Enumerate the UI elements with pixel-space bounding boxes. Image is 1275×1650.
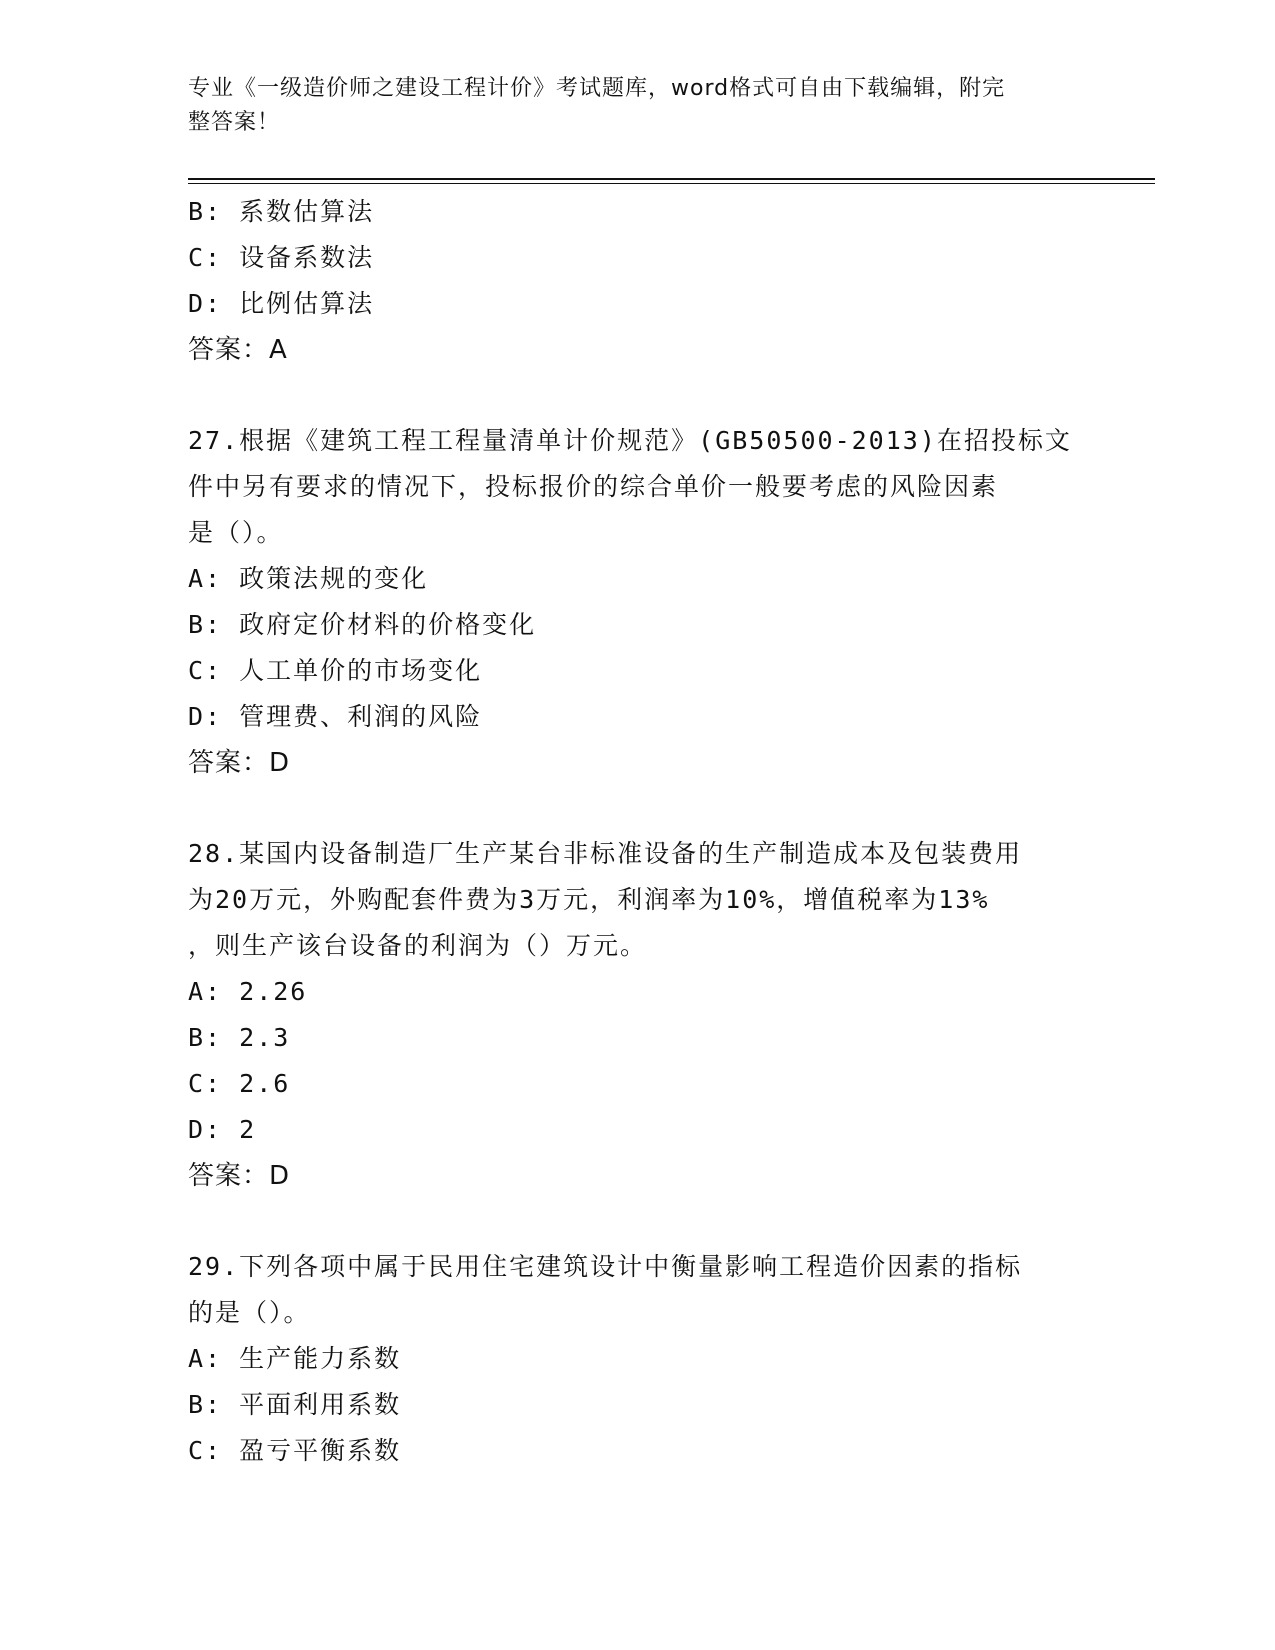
option-b: B: 平面利用系数: [188, 1390, 402, 1419]
option-b: B: 政府定价材料的价格变化: [188, 610, 537, 639]
question-stem-line: 是（）。: [188, 518, 284, 547]
question-stem-line: 件中另有要求的情况下，投标报价的综合单价一般要考虑的风险因素: [188, 472, 999, 501]
question-stem-line: ，则生产该台设备的利润为（）万元。: [188, 931, 648, 960]
question-28: [188, 831, 1088, 1199]
option-b: B: 2.3: [188, 1023, 291, 1052]
option-d: D: 2: [188, 1115, 257, 1144]
option-d: D: 比例估算法: [188, 289, 375, 318]
question-29: [188, 1244, 1088, 1474]
header-divider-thin: [188, 183, 1155, 184]
option-b: B: 系数估算法: [188, 197, 375, 226]
answer-line: 答案：D: [188, 748, 291, 778]
header-line-2: 整答案！: [188, 110, 281, 135]
question-26-continued: [188, 189, 1088, 373]
answer-line: 答案：A: [188, 335, 288, 365]
option-c: C: 2.6: [188, 1069, 291, 1098]
question-content: [188, 189, 1088, 1474]
option-d: D: 管理费、利润的风险: [188, 702, 483, 731]
spacer: [188, 786, 1088, 831]
question-stem-line: 的是（）。: [188, 1298, 311, 1327]
header-divider-thick: [188, 178, 1155, 180]
answer-line: 答案：D: [188, 1161, 291, 1191]
option-a: A: 生产能力系数: [188, 1344, 402, 1373]
spacer: [188, 373, 1088, 418]
option-a: A: 政策法规的变化: [188, 564, 429, 593]
header-line-1: 专业《一级造价师之建设工程计价》考试题库，word格式可自由下载编辑，附完: [188, 76, 1006, 101]
question-stem-line: 27.根据《建筑工程工程量清单计价规范》(GB50500-2013)在招投标文: [188, 426, 1072, 455]
question-stem-line: 28.某国内设备制造厂生产某台非标准设备的生产制造成本及包装费用: [188, 839, 1023, 868]
question-stem-line: 29.下列各项中属于民用住宅建筑设计中衡量影响工程造价因素的指标: [188, 1252, 1023, 1281]
option-a: A: 2.26: [188, 977, 308, 1006]
option-c: C: 人工单价的市场变化: [188, 656, 483, 685]
question-stem-line: 为20万元，外购配套件费为3万元，利润率为10%，增值税率为13%: [188, 885, 990, 914]
question-27: [188, 418, 1088, 786]
option-c: C: 盈亏平衡系数: [188, 1436, 402, 1465]
document-header: [188, 72, 1088, 140]
option-c: C: 设备系数法: [188, 243, 375, 272]
spacer: [188, 1199, 1088, 1244]
